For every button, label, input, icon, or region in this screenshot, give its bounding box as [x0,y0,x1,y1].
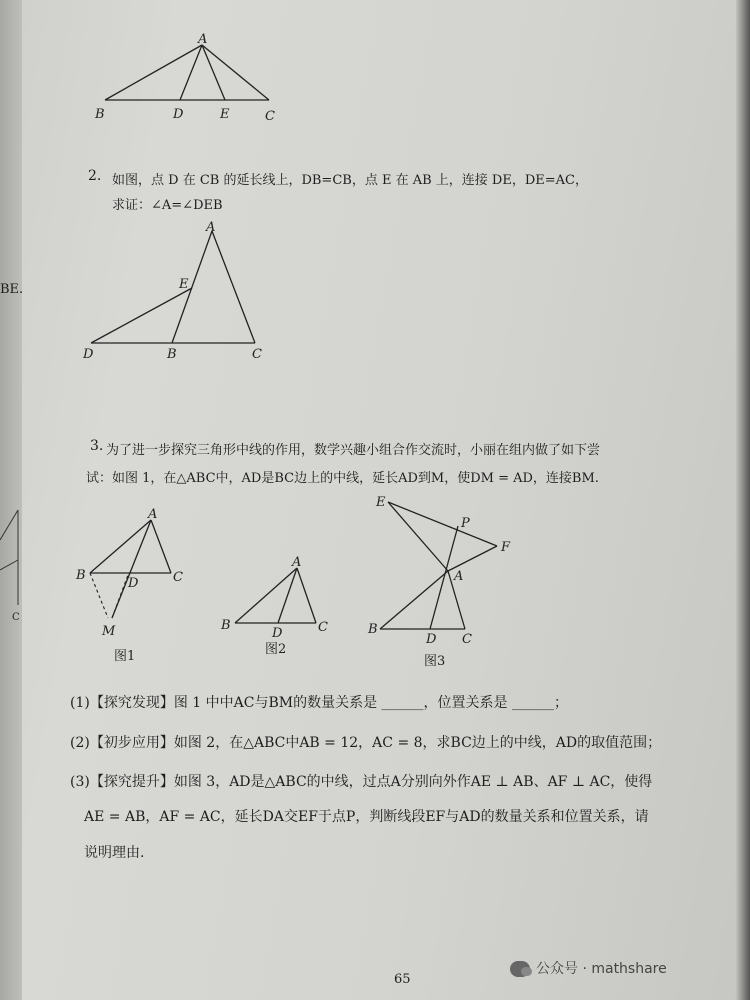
label-B: B [76,568,86,583]
watermark [510,958,667,978]
label-B: B [167,347,177,362]
problem-2-line1: 如图，点 D 在 CB 的延长线上，DB=CB，点 E 在 AB 上，连接 DE，DE=AC， [112,173,588,188]
label-C: C [252,347,262,362]
wechat-icon [510,961,530,977]
label-C: C [318,620,328,635]
label-D: D [272,626,283,641]
label-C: C [173,570,183,585]
question-3-line2: AE = AB，AF = AC，延长DA交EF于点P，判断线段EF与AD的数量关系和位置关系，请 [84,809,649,825]
label-B: B [368,622,378,637]
label-F: F [501,540,511,555]
label-B: B [95,107,105,122]
figure-3 [360,488,530,673]
label-M: M [102,624,116,639]
question-3-line3: 说明理由. [84,845,145,861]
problem-2-number: 2. [88,168,102,184]
label-C: C [265,109,275,124]
problem-3-line1: 为了进一步探究三角形中线的作用，数学兴趣小组合作交流时，小丽在组内做了如下尝 [106,443,601,458]
page-number: 65 [394,972,411,987]
label-D: D [426,632,437,647]
figure-2 [215,550,335,660]
problem-3-line2: 试：如图 1，在△ABC中，AD是BC边上的中线，延长AD到M，使DM = AD，连接BM. [86,471,599,486]
question-1: (1)【探究发现】图 1 中中AC与BM的数量关系是 ______，位置关系是 ______； [70,695,568,711]
label-C: C [462,632,472,647]
watermark-text: 公众号 · mathshare [536,961,667,977]
label-A: A [198,32,208,47]
label-E: E [376,495,386,510]
top-triangle-figure [80,25,310,125]
label-A: A [292,555,302,570]
label-D: D [83,347,94,362]
figure-1-caption: 图1 [114,649,136,664]
figure-3-caption: 图3 [424,654,446,669]
label-A: A [148,507,158,522]
question-2: (2)【初步应用】如图 2，在△ABC中AB = 12，AC = 8，求BC边上的中线，AD的取值范围； [70,735,662,751]
label-B: B [221,618,231,633]
label-D: D [128,576,139,591]
problem-2-line2: 求证：∠A=∠DEB [112,198,223,213]
figure-1 [70,500,200,672]
label-E: E [220,107,230,122]
figure-2-caption: 图2 [265,642,287,657]
problem-2-figure [75,218,285,366]
question-3-line1: (3)【探究提升】如图 3，AD是△ABC的中线，过点A分别向外作AE ⊥ AB、AF ⊥ AC，使得 [70,774,653,790]
label-P: P [461,516,470,531]
svg-text:C: C [12,612,20,623]
label-D: D [173,107,184,122]
label-A: A [454,569,464,584]
left-page-figure-fragment [0,500,24,625]
label-E: E [179,277,189,292]
right-shadow [736,0,750,1000]
problem-3-number: 3. [90,438,104,454]
label-A: A [206,220,216,235]
left-page-fragment: BE. [0,282,24,297]
